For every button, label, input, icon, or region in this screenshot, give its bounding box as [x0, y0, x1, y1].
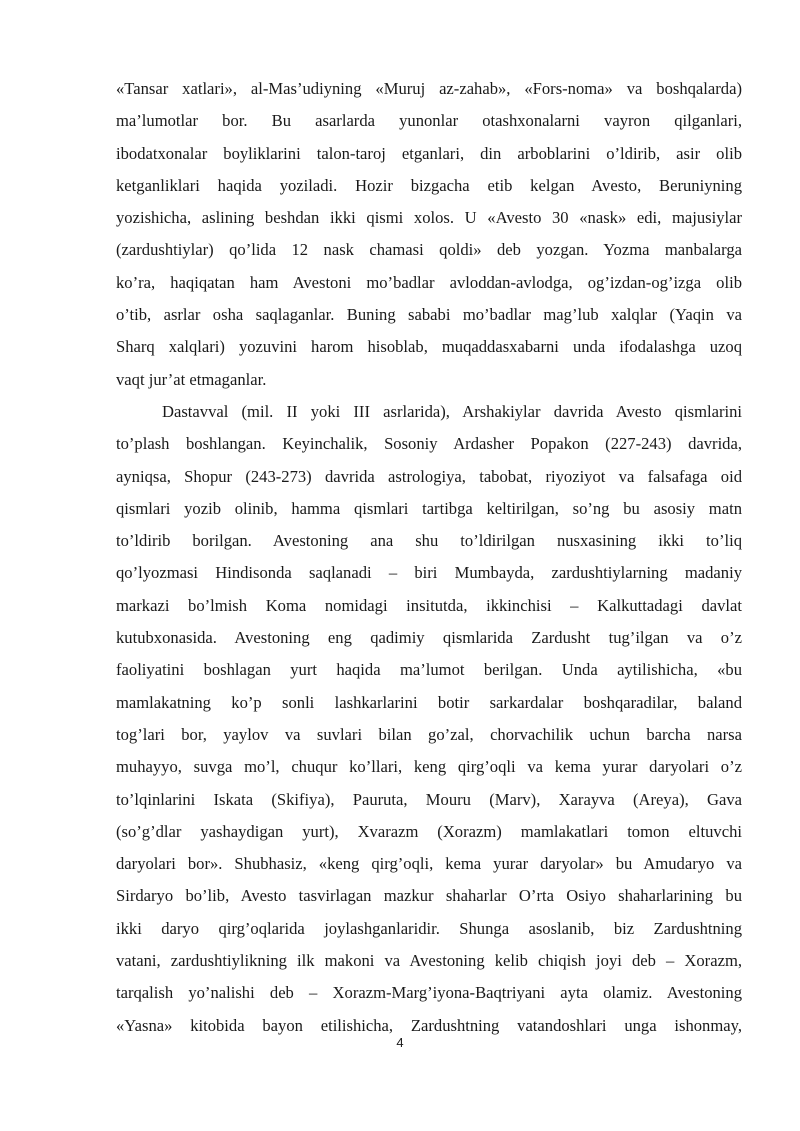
- text-line: tarqalish yo’nalishi deb – Xorazm-Marg’iyona-Baqtriyani ayta olamiz. Avestoning: [116, 983, 742, 1003]
- text-line: ibodatxonalar boyliklarini talon-taroj etganlari, din arboblarini o’ldirib, asir olib: [116, 143, 742, 163]
- text-line: yozishicha, aslining beshdan ikki qismi xolos. U «Avesto 30 «nask» edi, majusiylar: [116, 208, 742, 228]
- text-line: muhayyo, suvga mo’l, chuqur ko’llari, keng qirg’oqli va kema yurar daryolari o’z: [116, 757, 742, 777]
- text-line: vatani, zardushtiylikning ilk makoni va Avestoning kelib chiqish joyi deb – Xorazm,: [116, 951, 742, 971]
- text-line: ikki daryo qirg’oqlarida joylashganlaridir. Shunga asoslanib, biz Zardushtning: [116, 918, 742, 938]
- text-line: ayniqsa, Shopur (243-273) davrida astrologiya, tabobat, riyoziyot va falsafaga oid: [116, 466, 742, 486]
- text-line: daryolari bor». Shubhasiz, «keng qirg’oqli, kema yurar daryolar» bu Amudaryo va: [116, 854, 742, 874]
- text-line: faoliyatini boshlagan yurt haqida ma’lumot berilgan. Unda aytilishicha, «bu: [116, 660, 742, 680]
- text-line: qo’lyozmasi Hindisonda saqlanadi – biri Mumbayda, zardushtiylarning madaniy: [116, 563, 742, 583]
- text-line: tog’lari bor, yaylov va suvlari bilan go’zal, chorvachilik uchun barcha narsa: [116, 724, 742, 744]
- text-line: o’tib, asrlar osha saqlaganlar. Buning sababi mo’badlar mag’lub xalqlar (Yaqin va: [116, 305, 742, 325]
- text-line: ma’lumotlar bor. Bu asarlarda yunonlar otashxonalarni vayron qilganlari,: [116, 111, 742, 131]
- text-line: (zardushtiylar) qo’lida 12 nask chamasi qoldi» deb yozgan. Yozma manbalarga: [116, 240, 742, 260]
- text-line: Sharq xalqlari) yozuvini harom hisoblab, muqaddasxabarni unda ifodalashga uzoq: [116, 337, 742, 357]
- text-line: mamlakatning ko’p sonli lashkarlarini botir sarkardalar boshqaradilar, baland: [116, 692, 742, 712]
- text-line: qismlari yozib olinib, hamma qismlari tartibga keltirilgan, so’ng bu asosiy matn: [116, 498, 742, 518]
- text-line: ketganliklari haqida yoziladi. Hozir bizgacha etib kelgan Avesto, Beruniyning: [116, 175, 742, 195]
- text-line: (so’g’dlar yashaydigan yurt), Xvarazm (Xorazm) mamlakatlari tomon eltuvchi: [116, 821, 742, 841]
- text-line: Sirdaryo bo’lib, Avesto tasvirlagan mazkur shaharlar O’rta Osiyo shaharlarining bu: [116, 886, 742, 906]
- body-text: [116, 73, 742, 1042]
- text-line: markazi bo’lmish Koma nomidagi insitutda, ikkinchisi – Kalkuttadagi davlat: [116, 595, 742, 615]
- text-line: vaqt jur’at etmaganlar.: [116, 369, 267, 389]
- text-line: kutubxonasida. Avestoning eng qadimiy qismlarida Zardusht tug’ilgan va o’z: [116, 628, 742, 648]
- text-line: to’ldirib borilgan. Avestoning ana shu to’ldirilgan nusxasining ikki to’liq: [116, 531, 742, 551]
- text-line: to’lqinlarini Iskata (Skifiya), Pauruta, Mouru (Marv), Xarayva (Areya), Gava: [116, 789, 742, 809]
- text-line: «Tansar xatlari», al-Mas’udiyning «Muruj az-zahab», «Fors-noma» va boshqalarda): [116, 79, 742, 98]
- text-line: «Yasna» kitobida bayon etilishicha, Zardushtning vatandoshlari unga ishonmay,: [116, 1015, 742, 1035]
- page-number: 4: [396, 1035, 404, 1050]
- text-line: to’plash boshlangan. Keyinchalik, Sosoniy Ardasher Popakon (227-243) davrida,: [116, 434, 742, 454]
- text-line: ko’ra, haqiqatan ham Avestoni mo’badlar avloddan-avlodga, og’izdan-og’izga olib: [116, 272, 742, 292]
- text-line: Dastavval (mil. II yoki III asrlarida), Arshakiylar davrida Avesto qismlarini: [162, 401, 742, 421]
